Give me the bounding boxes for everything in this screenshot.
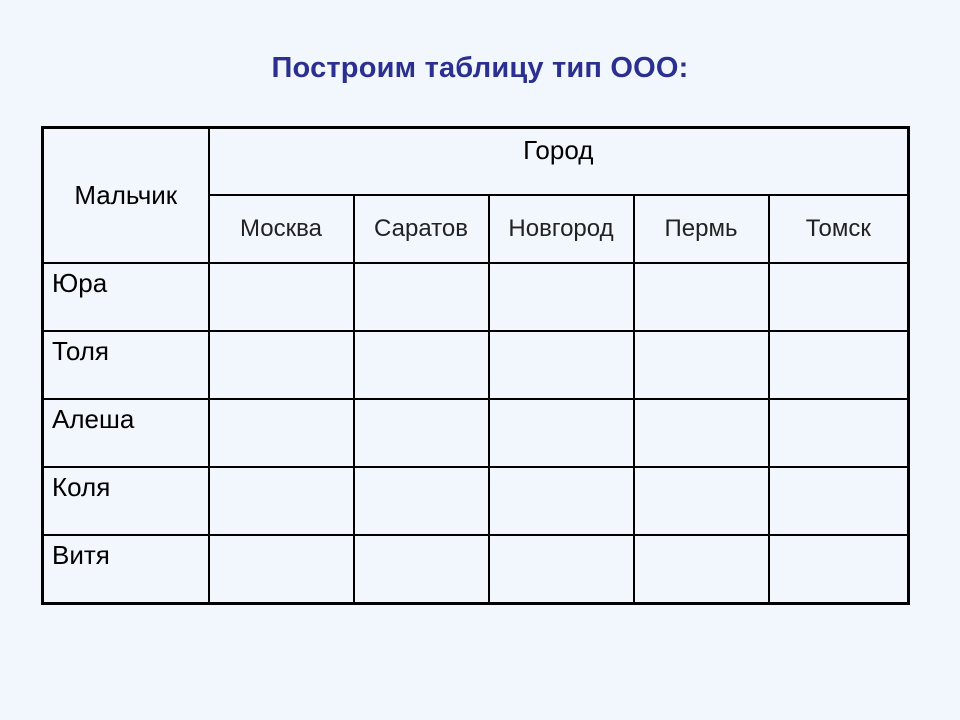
grid-cell xyxy=(209,535,354,604)
grid-cell xyxy=(769,263,909,331)
grid-cell xyxy=(489,399,634,467)
grid-cell xyxy=(209,399,354,467)
header-row-top xyxy=(43,128,909,195)
row-label-kolya: Коля xyxy=(43,467,209,535)
column-header-tomsk: Томск xyxy=(769,195,909,263)
table-row xyxy=(43,331,909,399)
grid-cell xyxy=(354,467,489,535)
grid-cell xyxy=(634,331,769,399)
grid-cell xyxy=(769,535,909,604)
grid-cell xyxy=(769,331,909,399)
grid-cell xyxy=(489,535,634,604)
column-header-novgorod: Новгород xyxy=(489,195,634,263)
row-label-tolya: Толя xyxy=(43,331,209,399)
row-label-vitya: Витя xyxy=(43,535,209,604)
grid-cell xyxy=(209,263,354,331)
grid-cell xyxy=(634,263,769,331)
slide-title: Построим таблицу тип ООО: xyxy=(271,52,689,84)
column-header-moscow: Москва xyxy=(209,195,354,263)
grid-cell xyxy=(489,263,634,331)
grid-cell xyxy=(769,399,909,467)
grid-cell xyxy=(769,467,909,535)
grid-cell xyxy=(354,263,489,331)
grid-cell xyxy=(354,535,489,604)
grid-cell xyxy=(634,399,769,467)
row-label-yura: Юра xyxy=(43,263,209,331)
grid-cell xyxy=(489,467,634,535)
row-header-boy: Мальчик xyxy=(43,128,209,263)
table-row xyxy=(43,263,909,331)
grid-cell xyxy=(634,535,769,604)
grid-cell xyxy=(354,399,489,467)
table-row xyxy=(43,535,909,604)
grid-cell xyxy=(354,331,489,399)
column-group-header-city: Город xyxy=(209,128,909,195)
grid-cell xyxy=(489,331,634,399)
logic-grid-table xyxy=(41,126,910,605)
table-row xyxy=(43,467,909,535)
row-label-alesha: Алеша xyxy=(43,399,209,467)
table-row xyxy=(43,399,909,467)
column-header-saratov: Саратов xyxy=(354,195,489,263)
grid-cell xyxy=(209,331,354,399)
column-header-perm: Пермь xyxy=(634,195,769,263)
grid-cell xyxy=(634,467,769,535)
grid-cell xyxy=(209,467,354,535)
